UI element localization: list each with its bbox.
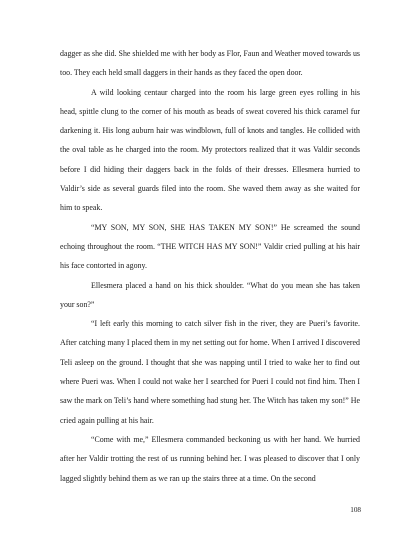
paragraph-come-with-me: “Come with me,” Ellesmera commanded beckoning us with her hand. We hurried after her Valdir trotting the rest of us running behind her. I was pleased to discover that I only lagged slightly behind them as we ran up the stairs three at a time. On the second xyxy=(60,434,360,483)
body-text xyxy=(60,44,360,488)
paragraph-valdir-screams: “MY SON, MY SON, SHE HAS TAKEN MY SON!” He screamed the sound echoing throughout the room. “THE WITCH HAS MY SON!” Valdir cried pulling at his hair his face contorted in agony. xyxy=(60,222,360,271)
paragraph-continuation: dagger as she did. She shielded me with her body as Flor, Faun and Weather moved towards us too. They each held small daggers in their hands as they faced the open door. xyxy=(60,49,360,78)
paragraph-valdir-explains: “I left early this morning to catch silver fish in the river, they are Pueri’s favorite. After catching many I placed them in my net setting out for home. When I arrived I discovered Teli asleep on the ground. I thought that she was napping until I tried to wake her to find out where Pueri was. When I could not wake her I searched for Pueri I could not find him. Then I saw the mark on Teli’s hand where something had stung her. The Witch has taken my son!” He cried again pulling at his hair. xyxy=(60,319,360,425)
paragraph-ellesmera-asks: Ellesmera placed a hand on his thick shoulder. “What do you mean she has taken your son?” xyxy=(60,280,360,309)
page-number: 108 xyxy=(350,506,361,514)
paragraph-centaur-enters: A wild looking centaur charged into the room his large green eyes rolling in his head, spittle clung to the corner of his mouth as beads of sweat covered his thick caramel fur darkening it. His long auburn hair was windblown, full of knots and tangles. He collided with the oval table as he charged into the room. My protectors realized that it was Valdir seconds before I did hiding their daggers back in the folds of their dresses. Ellesmera hurried to Valdir’s side as several guards filed into the room. She waved them away as she waited for him to speak. xyxy=(60,87,360,213)
